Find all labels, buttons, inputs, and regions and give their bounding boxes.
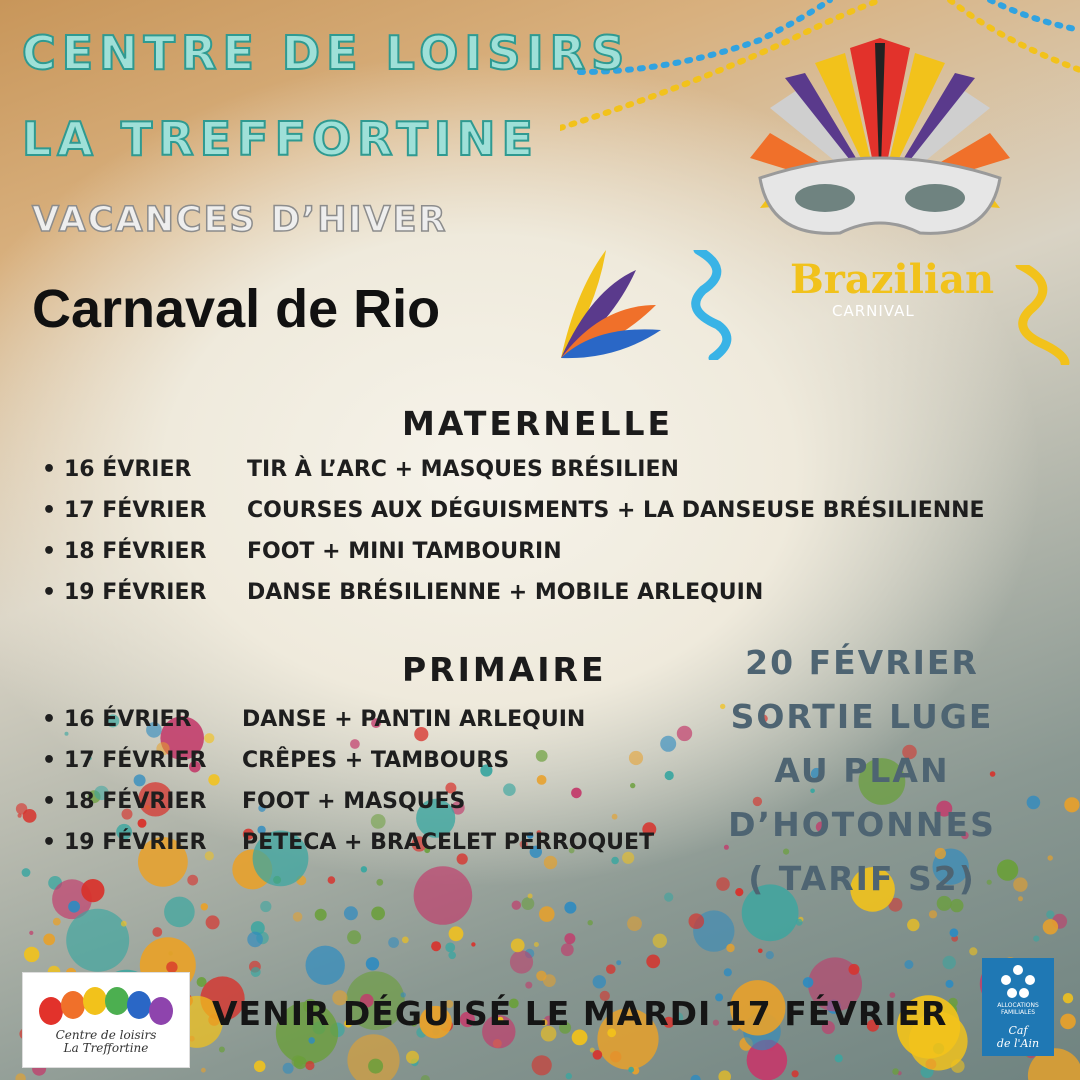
primaire-heading: PRIMAIRE	[402, 650, 607, 689]
paint-dot	[528, 894, 533, 899]
schedule-activity: CRÊPES + TAMBOURS	[242, 748, 510, 773]
carnival-logo-word: CARNIVAL	[832, 302, 915, 320]
paint-dot	[630, 783, 635, 788]
logo-line-2: La Treffortine	[63, 1041, 149, 1055]
schedule-date: 17 FÉVRIER	[64, 498, 207, 523]
caf-de-l-ain-logo	[982, 958, 1054, 1056]
paint-dot	[611, 857, 619, 865]
paint-dot	[926, 1059, 937, 1070]
paint-dot	[65, 732, 69, 736]
paint-dot	[16, 803, 27, 814]
paint-dot	[536, 750, 548, 762]
schedule-activity: FOOT + MASQUES	[242, 789, 466, 814]
paint-dot	[1064, 797, 1079, 812]
paint-dot	[946, 980, 954, 988]
paint-dot	[293, 912, 303, 922]
paint-dot	[138, 819, 147, 828]
paint-dot	[68, 901, 80, 913]
paint-dot	[402, 937, 409, 944]
paint-dot	[691, 1075, 701, 1080]
paint-dot	[803, 977, 814, 988]
bullet-icon: •	[42, 748, 57, 773]
paint-dot	[1018, 896, 1023, 901]
paint-dot	[544, 856, 557, 869]
schedule-activity: DANSE + PANTIN ARLEQUIN	[242, 707, 586, 732]
paint-dot	[1046, 910, 1054, 918]
subtitle-vacances: VACANCES D’HIVER	[32, 200, 448, 240]
paint-dot	[849, 964, 860, 975]
caf-label-line-2: FAMILIALES	[1000, 1009, 1036, 1016]
paint-dot	[588, 920, 593, 925]
paint-dot	[371, 907, 385, 921]
paint-dot	[904, 960, 913, 969]
caf-name	[982, 1024, 1054, 1050]
paint-dot	[718, 1070, 731, 1080]
paint-dot	[677, 726, 692, 741]
paint-dot	[208, 774, 219, 785]
paint-dot	[646, 955, 660, 969]
paint-dot	[152, 927, 162, 937]
bullet-icon: •	[42, 498, 57, 523]
paint-dot	[376, 879, 383, 886]
sledding-outing-notice	[712, 636, 1012, 906]
bullet-icon: •	[42, 789, 57, 814]
schedule-date: 16 ÉVRIER	[64, 457, 192, 482]
outing-line: SORTIE LUGE	[730, 697, 994, 736]
schedule-date: 16 ÉVRIER	[64, 707, 192, 732]
paint-dot	[121, 921, 127, 927]
schedule-activity: PETECA + BRACELET PERROQUET	[242, 830, 655, 855]
paint-dot	[388, 937, 399, 948]
bullet-icon: •	[42, 580, 57, 605]
paint-dot	[53, 918, 61, 926]
paint-dot	[1033, 936, 1039, 942]
paint-dot	[445, 943, 455, 953]
schedule-date: 17 FÉVRIER	[64, 748, 207, 773]
outing-line: 20 FÉVRIER	[745, 643, 979, 682]
paint-dot	[766, 951, 774, 959]
paint-dot	[511, 939, 525, 953]
paint-dot	[305, 1061, 314, 1070]
paint-dot	[593, 1050, 603, 1060]
blue-streamer-icon	[688, 250, 738, 360]
costume-notice: VENIR DÉGUISÉ LE MARDI 17 FÉVRIER	[212, 994, 948, 1033]
bullet-icon: •	[42, 830, 57, 855]
paint-dot	[201, 1068, 206, 1073]
paint-dot	[1027, 796, 1041, 810]
paint-dot	[616, 960, 621, 965]
paint-dot	[43, 934, 55, 946]
paint-dot	[564, 933, 575, 944]
paint-dot	[627, 916, 642, 931]
title-la-treffortine: LA TREFFORTINE	[22, 112, 539, 166]
paint-dot	[134, 774, 146, 786]
paint-dot	[81, 879, 104, 902]
schedule-date: 18 FÉVRIER	[64, 539, 207, 564]
paint-dot	[371, 814, 386, 829]
caf-label-line-1: ALLOCATIONS	[997, 1002, 1039, 1009]
caf-figures-icon	[998, 964, 1038, 1000]
paint-dot	[15, 1073, 25, 1080]
paint-dot	[907, 919, 919, 931]
paint-dot	[361, 866, 367, 872]
paint-dot	[1048, 855, 1053, 860]
paint-dot	[315, 909, 327, 921]
paint-dot	[612, 814, 618, 820]
outing-line: ( TARIF S2)	[748, 859, 976, 898]
paint-dot	[792, 1070, 799, 1077]
paint-dot	[306, 946, 345, 985]
paint-dot	[543, 974, 556, 987]
paint-dot	[653, 934, 667, 948]
paint-dot	[660, 736, 676, 752]
paint-dot	[187, 875, 198, 886]
paint-dot	[254, 1061, 266, 1073]
paint-dot	[929, 910, 937, 918]
paint-dot	[219, 1047, 225, 1053]
paint-dot	[606, 964, 616, 974]
paint-dot	[368, 1059, 383, 1074]
paint-dot	[328, 876, 336, 884]
paint-dot	[1013, 877, 1027, 891]
paint-dot	[204, 733, 214, 743]
paint-dot	[835, 1054, 843, 1062]
maternelle-heading: MATERNELLE	[402, 404, 674, 443]
bullet-icon: •	[42, 539, 57, 564]
paint-dot	[689, 913, 705, 929]
paint-dot	[628, 1067, 634, 1073]
caf-name-line-1: Caf	[1008, 1024, 1028, 1037]
logo-line-1: Centre de loisirs	[55, 1028, 157, 1042]
paint-dot	[449, 926, 464, 941]
schedule-activity: COURSES AUX DÉGUISMENTS + LA DANSEUSE BRÉSILIENNE	[247, 498, 985, 523]
paint-dot	[431, 941, 441, 951]
paint-dot	[525, 982, 532, 989]
paint-dot	[347, 930, 361, 944]
outing-line: D’HOTONNES	[728, 805, 996, 844]
outing-line: AU PLAN	[774, 751, 950, 790]
paint-dot	[665, 771, 674, 780]
centre-de-loisirs-logo	[22, 972, 190, 1068]
schedule-activity: DANSE BRÉSILIENNE + MOBILE ARLEQUIN	[247, 580, 764, 605]
bullet-icon: •	[42, 457, 57, 482]
paint-dot	[247, 932, 263, 948]
paint-dot	[724, 968, 732, 976]
paint-dot	[24, 947, 39, 962]
paint-dot	[260, 901, 271, 912]
schedule-activity: TIR À L’ARC + MASQUES BRÉSILIEN	[247, 457, 679, 482]
schedule-activity: FOOT + MINI TAMBOURIN	[247, 539, 562, 564]
paint-dot	[969, 947, 977, 955]
paint-dot	[1043, 919, 1058, 934]
paint-dot	[414, 866, 473, 925]
bullet-icon: •	[42, 707, 57, 732]
paint-dot	[66, 909, 129, 972]
yellow-streamer-icon	[1010, 265, 1070, 365]
paint-dot	[201, 903, 208, 910]
caf-label	[982, 1002, 1054, 1016]
paint-dot	[593, 975, 606, 988]
paint-dot	[561, 943, 574, 956]
paint-dot	[344, 906, 358, 920]
logo-caption	[23, 1029, 189, 1055]
paint-dot	[308, 1037, 315, 1044]
paint-dot	[664, 893, 673, 902]
paint-dot	[164, 897, 195, 928]
brazilian-logo-word: Brazilian	[790, 256, 995, 303]
paint-dot	[534, 942, 539, 947]
paint-dot	[503, 783, 516, 796]
paint-dot	[726, 944, 734, 952]
paint-dot	[950, 928, 959, 937]
schedule-date: 19 FÉVRIER	[64, 830, 207, 855]
schedule-date: 18 FÉVRIER	[64, 789, 207, 814]
paint-dot	[758, 949, 763, 954]
caf-name-line-2: de l'Ain	[996, 1037, 1040, 1050]
paint-dot	[510, 950, 533, 973]
paint-dot	[29, 931, 33, 935]
theme-title: Carnaval de Rio	[32, 279, 441, 339]
paint-dot	[251, 967, 261, 977]
paint-dot	[406, 1051, 419, 1064]
paint-dot	[512, 901, 521, 910]
paint-dot	[457, 853, 468, 864]
feather-icon	[556, 250, 666, 362]
paint-dot	[448, 952, 456, 960]
colored-hands-icon	[31, 979, 181, 1029]
paint-dot	[532, 1055, 552, 1075]
paint-dot	[206, 915, 220, 929]
paint-dot	[943, 956, 956, 969]
paint-dot	[471, 942, 475, 946]
paint-dot	[366, 957, 379, 970]
paint-dot	[892, 1068, 899, 1075]
paint-dot	[564, 902, 576, 914]
paint-dot	[539, 906, 555, 922]
paint-dot	[629, 751, 643, 765]
carnival-mask-icon	[730, 38, 1030, 258]
paint-dot	[1060, 1014, 1076, 1030]
paint-dot	[1063, 993, 1073, 1003]
title-centre-de-loisirs: CENTRE DE LOISIRS	[22, 26, 631, 80]
paint-dot	[283, 1063, 294, 1074]
paint-dot	[537, 775, 547, 785]
paint-dot	[22, 868, 31, 877]
paint-dot	[571, 788, 582, 799]
paint-dot	[421, 1075, 430, 1080]
paint-dot	[566, 1073, 572, 1079]
schedule-date: 19 FÉVRIER	[64, 580, 207, 605]
paint-dot	[522, 897, 535, 910]
